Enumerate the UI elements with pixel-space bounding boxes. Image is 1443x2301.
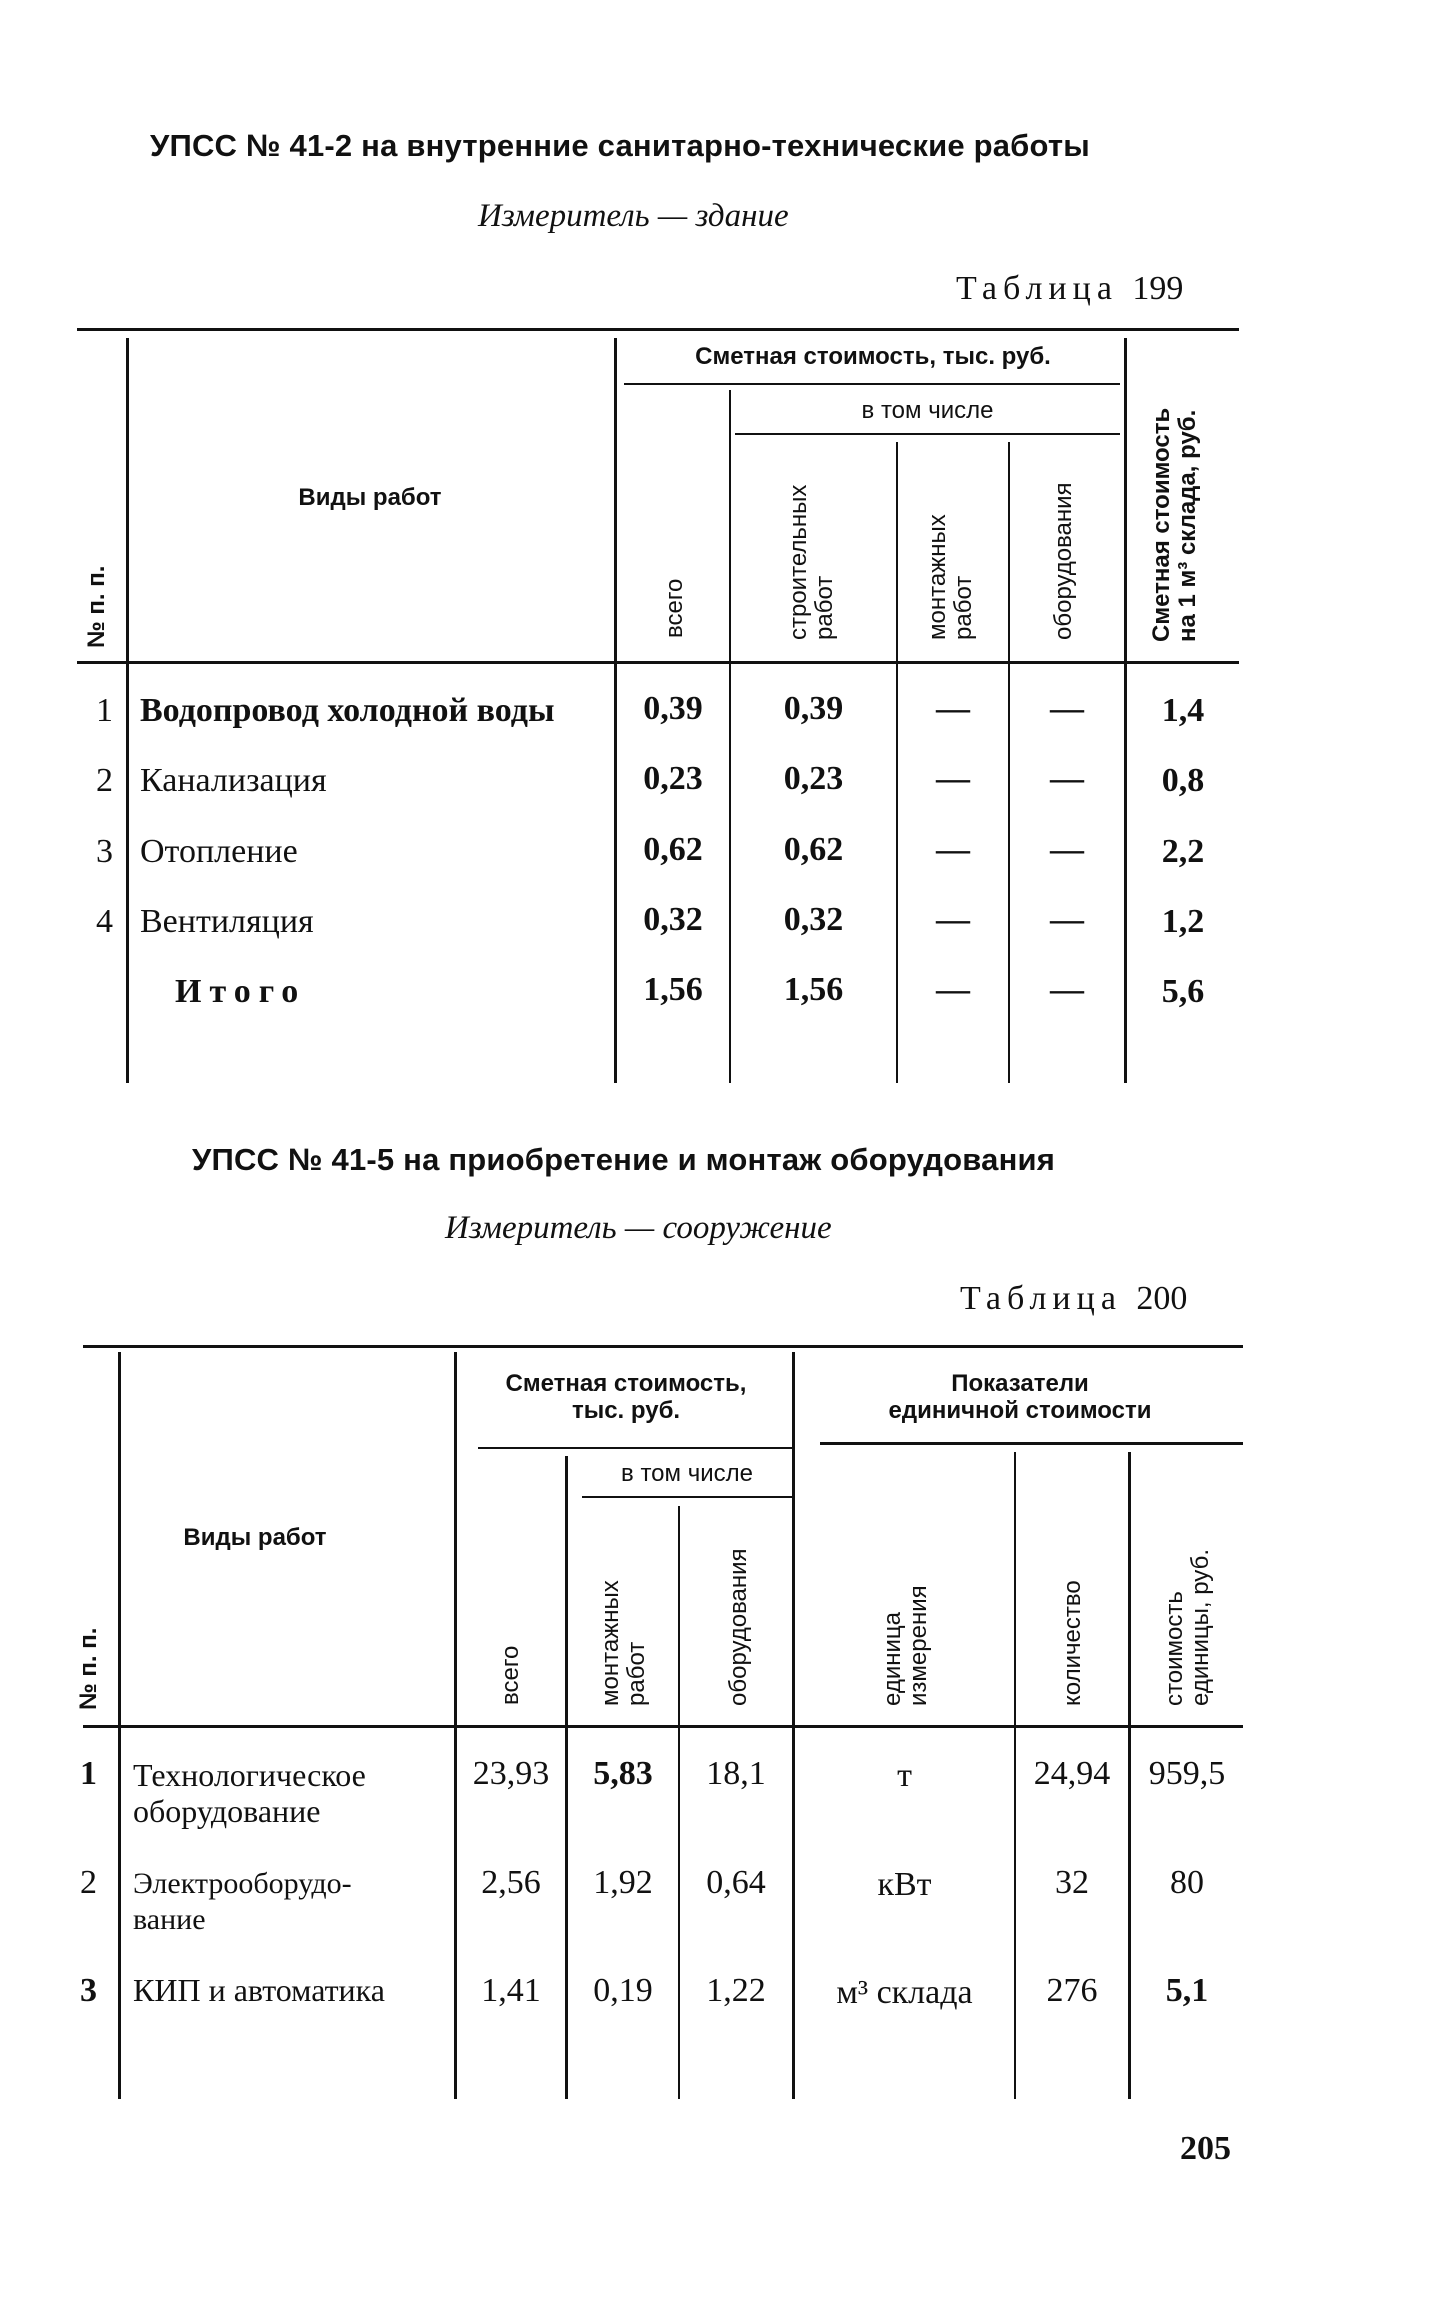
t200-cell-mount: 0,19 [593, 1972, 653, 2009]
t200-cell-work-2: оборудование [133, 1793, 321, 1829]
table199-label-text: Таблица [956, 270, 1118, 307]
t199-cell-total: 0,32 [643, 901, 703, 938]
t200-cell-equip: 18,1 [706, 1755, 766, 1792]
t199-cell-per: 0,8 [1161, 762, 1205, 799]
table199-title: УПСС № 41-2 на внутренние санитарно-технические работы [150, 128, 1090, 163]
t199-hdr-mount [925, 514, 977, 640]
t200-cell-cost: 80 [1170, 1864, 1204, 1901]
table199-measure: Измеритель — здание [478, 198, 789, 234]
t200-cell-total: 1,41 [481, 1972, 541, 2009]
t200-cell-qty: 276 [1046, 1972, 1098, 2009]
t200-cell-work-1: Электрооборудо- [133, 1867, 352, 1900]
t199-cell-total: 0,23 [643, 760, 703, 797]
t199-hdr-per-2: на 1 м³ склада, руб. [1174, 409, 1201, 642]
t200-ind-rule [820, 1442, 1243, 1445]
t200-cell-unit: м³ склада [836, 1974, 973, 2011]
table200-number: 200 [1136, 1280, 1188, 1317]
t199-hdr-cost: Сметная стоимость, тыс. руб. [695, 343, 1051, 370]
t199-cell-total: 0,62 [643, 831, 703, 868]
t200-cell-cost: 959,5 [1148, 1755, 1226, 1792]
t200-cell-num: 1 [80, 1755, 97, 1792]
t199-header-rule [77, 661, 1239, 664]
t199-cell-work: Водопровод холодной воды [140, 692, 555, 729]
t200-hdr-work: Виды работ [183, 1524, 327, 1551]
t199-cost-rule [624, 383, 1120, 385]
t199-hdr-build-2: работ [811, 575, 838, 640]
t200-cell-mount: 1,92 [593, 1864, 653, 1901]
t199-hdr-mount-1: монтажных [924, 514, 951, 640]
t199-cell-build: 0,39 [783, 690, 844, 727]
t200-cell-total: 23,93 [472, 1755, 550, 1792]
t199-cell-num: 1 [96, 692, 113, 729]
t200-cell-total: 2,56 [481, 1864, 541, 1901]
t200-hdr-unitcost-1: стоимость [1161, 1591, 1188, 1706]
t200-hdr-incl: в том числе [621, 1460, 753, 1487]
t199-cell-build: 0,32 [783, 901, 844, 938]
t199-cell-total: 0,39 [643, 690, 703, 727]
t200-hdr-unitcost [1162, 1549, 1214, 1706]
t200-hdr-mount-1: монтажных [597, 1580, 624, 1706]
t200-hdr-unitcost-2: единицы, руб. [1187, 1549, 1214, 1706]
t200-hdr-qty: количество [1059, 1580, 1086, 1706]
t200-cost-rule [478, 1447, 792, 1449]
t199-cell-work: Вентиляция [140, 903, 314, 940]
t200-hdr-unit-1: единица [879, 1612, 906, 1706]
t200-incl-rule [582, 1496, 792, 1498]
t200-header-rule [83, 1725, 1243, 1728]
t199-cell-per: 5,6 [1161, 973, 1205, 1010]
t199-cell-per: 1,2 [1161, 903, 1205, 940]
t199-cell-mount: — [936, 831, 970, 868]
t200-hdr-cost-1: Сметная стоимость, [505, 1370, 747, 1397]
t199-hdr-num: № п. п. [83, 565, 110, 648]
t199-cell-mount: — [936, 760, 970, 797]
t199-cell-build: 1,56 [783, 971, 844, 1008]
t200-hdr-cost-2: тыс. руб. [571, 1397, 681, 1424]
t199-cell-per: 1,4 [1161, 692, 1205, 729]
t199-hdr-per-1: Сметная стоимость [1148, 407, 1175, 642]
t200-hdr-cost [460, 1370, 792, 1424]
t199-cell-per: 2,2 [1161, 833, 1205, 870]
t199-incl-rule [735, 433, 1120, 435]
t200-cell-work-1: Технологическое [133, 1757, 366, 1793]
t200-hdr-total: всего [497, 1645, 524, 1705]
t199-hdr-work: Виды работ [298, 484, 442, 511]
t199-cell-num: 4 [96, 903, 113, 940]
t199-cell-num: 3 [96, 833, 113, 870]
t199-hdr-mount-2: работ [950, 575, 977, 640]
t199-cell-total: 1,56 [643, 971, 703, 1008]
t200-cell-work-2: вание [133, 1903, 206, 1936]
t199-hdr-build [786, 485, 838, 640]
t200-hdr-ind-1: Показатели [951, 1370, 1089, 1397]
t199-cell-work: Канализация [140, 762, 327, 799]
t199-cell-mount: — [936, 901, 970, 938]
t200-hdr-num: № п. п. [75, 1627, 102, 1710]
t199-vline-1 [126, 338, 129, 1083]
t199-cell-equip: — [1050, 831, 1084, 868]
t199-cell-mount: — [936, 690, 970, 727]
t199-hdr-equip: оборудования [1050, 482, 1077, 640]
t200-cell-num: 2 [80, 1864, 97, 1901]
t200-cell-qty: 24,94 [1033, 1755, 1111, 1792]
t199-cell-mount: — [936, 971, 970, 1008]
t199-cell-equip: — [1050, 971, 1084, 1008]
t200-hdr-ind [800, 1370, 1240, 1424]
t200-cell-num: 3 [80, 1972, 97, 2009]
t200-cell-work [133, 1866, 352, 1938]
t199-hdr-total: всего [661, 578, 688, 638]
t200-top-rule [83, 1345, 1243, 1348]
t199-cell-equip: — [1050, 901, 1084, 938]
t200-cell-unit: кВт [877, 1866, 932, 1903]
table199-label [956, 270, 1183, 308]
t200-cell-work [133, 1757, 366, 1829]
t200-hdr-mount [598, 1580, 650, 1706]
t200-vline-4 [678, 1506, 680, 2099]
t199-cell-work: Отопление [140, 833, 298, 870]
t199-cell-work: Итого [175, 973, 307, 1010]
t199-hdr-per [1149, 408, 1201, 642]
table200-label [960, 1280, 1187, 1318]
t200-cell-qty: 32 [1055, 1864, 1089, 1901]
t200-hdr-unit [880, 1585, 932, 1706]
table199-number: 199 [1132, 270, 1184, 307]
t200-cell-equip: 1,22 [706, 1972, 766, 2009]
t199-cell-build: 0,23 [783, 760, 844, 797]
t200-cell-cost: 5,1 [1165, 1972, 1209, 2009]
t200-cell-mount: 5,83 [593, 1755, 653, 1792]
t199-cell-build: 0,62 [783, 831, 844, 868]
t199-cell-equip: — [1050, 760, 1084, 797]
table200-measure: Измеритель — сооружение [445, 1210, 832, 1246]
t199-top-rule [77, 328, 1239, 331]
t200-vline-1 [118, 1352, 121, 2099]
t199-hdr-build-1: строительных [785, 484, 812, 640]
t200-hdr-mount-2: работ [623, 1641, 650, 1706]
table200-title: УПСС № 41-5 на приобретение и монтаж оборудования [192, 1142, 1056, 1177]
t200-cell-work: КИП и автоматика [133, 1972, 385, 2008]
t199-cell-num: 2 [96, 762, 113, 799]
t200-cell-unit: т [897, 1757, 912, 1794]
t200-hdr-ind-2: единичной стоимости [888, 1397, 1152, 1424]
t200-hdr-unit-2: измерения [905, 1585, 932, 1706]
t199-hdr-incl: в том числе [861, 397, 994, 424]
table200-label-text: Таблица [960, 1280, 1122, 1317]
page-number: 205 [1180, 2130, 1231, 2167]
t200-cell-equip: 0,64 [706, 1864, 766, 1901]
t200-hdr-equip: оборудования [725, 1548, 752, 1706]
t199-cell-equip: — [1050, 690, 1084, 727]
